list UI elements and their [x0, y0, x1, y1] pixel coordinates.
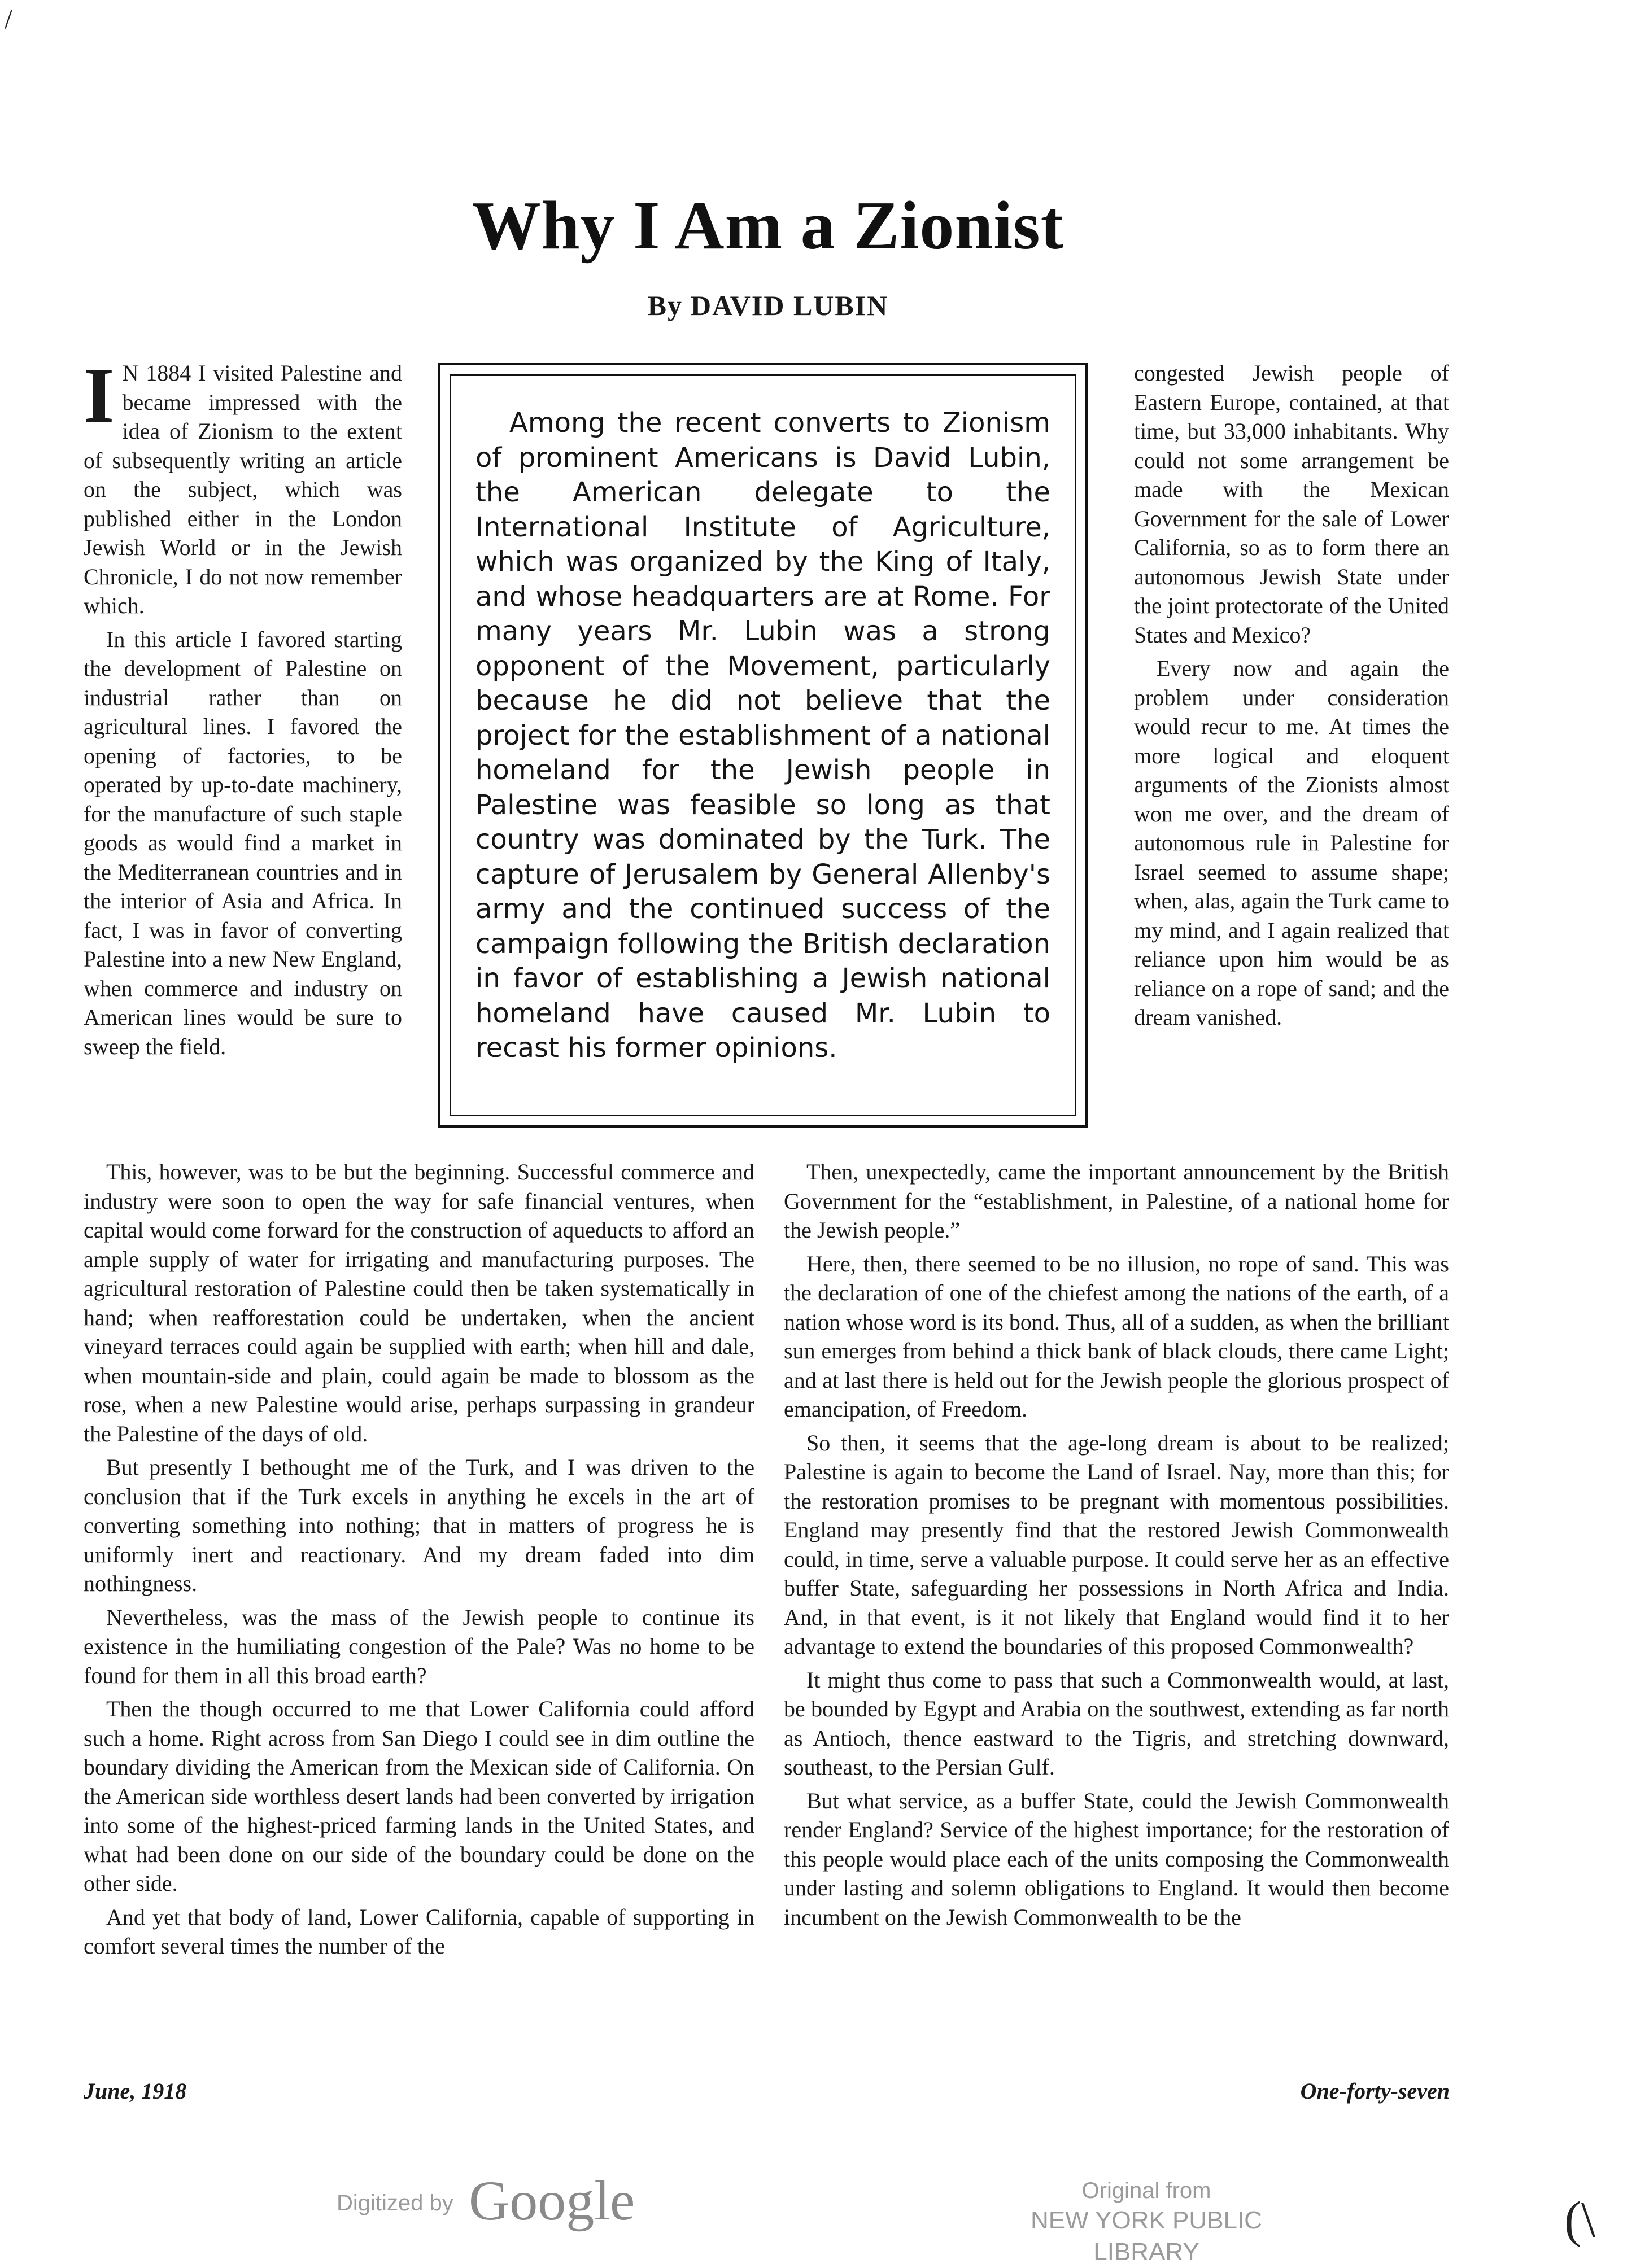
intro-box	[438, 363, 1088, 1128]
article-paragraph-6: Then the though occurred to me that Lower California could afford such a home. Right across from San Diego I could see in dim outline the boundary dividing the American from the Mexican side of California. On the American side worthless desert lands had been converted by irrigation into some of the highest-priced farming lands in the United States, and what had been done on our side of the boundary could be done on the other side.	[84, 1696, 754, 1896]
article-paragraph-9: Every now and again the problem under consideration would recur to me. At times the more logical and eloquent arguments of the Zionists almost won me over, and the dream of autonomous rule in Palestine for Israel seemed to assume shape; when, alas, again the Turk came to my mind, and I again realized that reliance upon him would be as reliance on a rope of sand; and the dream vanished.	[1134, 656, 1449, 1030]
article-paragraph-14: But what service, as a buffer State, could the Jewish Commonwealth render England? Service of the highest importance; for the restoration of this people would place each of the units composing the Commonwealth under lasting and solemn obligations to England. It would then become incumbent on the Jewish Commonwealth to be the	[784, 1788, 1449, 1930]
article-column-right-top	[1134, 359, 1449, 1037]
article-paragraph-13: It might thus come to pass that such a Commonwealth would, at last, be bounded by Egypt and Arabia on the southwest, extending as far north as Antioch, thence eastward to the Tigris, and stretching downward, southeast, to the Persian Gulf.	[784, 1667, 1449, 1780]
article-column-left-bottom	[84, 1157, 754, 1965]
article-title: Why I Am a Zionist	[472, 187, 1065, 264]
article-paragraph-11: Here, then, there seemed to be no illusion, no rope of sand. This was the declaration of one of the chiefest among the nations of the earth, of a nation whose word is its bond. Thus, all of a sudden, as when the brilliant sun emerges from behind a thick bank of black clouds, there came Light; and at last there is held out for the Jewish people the glorious prospect of emancipation, of Freedom.	[784, 1251, 1449, 1422]
footer-page-number: One-forty-seven	[1300, 2078, 1450, 2104]
paragraph-1-text: N 1884 I visited Palestine and became impressed with the idea of Zionism to the extent of subsequently writing an article on the subject, which was published either in the London Jewish World or in the Jewish Chronicle, I do not now remember which.	[84, 360, 402, 618]
digitized-by-label: Digitized by	[337, 2191, 453, 2215]
drop-cap: I	[84, 352, 115, 439]
article-column-left-top	[84, 352, 402, 1065]
article-paragraph-5: Nevertheless, was the mass of the Jewish people to continue its existence in the humiliating congestion of the Pale? Was no home to be found for them in all this broad earth?	[84, 1604, 754, 1688]
scan-edge-mark: /	[5, 3, 12, 34]
article-paragraph-12: So then, it seems that the age-long dream is about to be realized; Palestine is again to become the Land of Israel. Nay, more than this; for the restoration promises to be pregnant with momentous possibilities. England may presently find that the restored Jewish Commonwealth could, in time, serve a valuable purpose. It could serve her as an effective buffer State, safeguarding her possessions in North Africa and India. And, in that event, is it not likely that England would find it to her advantage to extend the boundaries of this proposed Commonwealth?	[784, 1430, 1449, 1659]
byline-author: DAVID LUBIN	[691, 290, 889, 321]
article-paragraph-3: This, however, was to be but the beginning. Successful commerce and industry were soon to open the way for safe financial ventures, when capital would come forward for the construction of aqueducts to afford an ample supply of water for irrigating and manufacturing purposes. The agricultural restoration of Palestine could then be taken systematically in hand; when reafforestation could be undertaken, when the ancient vineyard terraces could again be supplied with earth; when hill and dale, when mountain-side and plain, could again be made to blossom as the rose, when a new Palestine would arise, perhaps surpassing in grandeur the Palestine of the days of old.	[84, 1159, 754, 1447]
byline	[0, 289, 1536, 322]
library-name: NEW YORK PUBLIC LIBRARY	[1031, 2206, 1262, 2266]
article-column-right-bottom	[784, 1157, 1449, 1936]
article-paragraph-4: But presently I bethought me of the Turk, and I was driven to the conclusion that if the Turk excels in anything he excels in the art of converting something into nothing; that in matters of progress he is uniformly inert and reactionary. And my dream faded into dim nothingness.	[84, 1454, 754, 1596]
article-paragraph-8: congested Jewish people of Eastern Europe, contained, at that time, but 33,000 inhabitants. Why could not some arrangement be made with the Mexican Government for the sale of Lower California, so as to form there an autonomous Jewish State under the joint protectorate of the United States and Mexico?	[1134, 360, 1449, 648]
article-paragraph-2: In this article I favored starting the development of Palestine on industrial rather than on agricultural lines. I favored the opening of factories, to be operated by up-to-date machinery, for the manufacture of such staple goods as would find a market in the Mediterranean countries and in the interior of Asia and Africa. In fact, I was in favor of converting Palestine into a new New England, when commerce and industry on American lines would be sure to sweep the field.	[84, 626, 402, 1059]
byline-by: By	[647, 290, 683, 321]
original-from-label: Original from	[1081, 2178, 1211, 2203]
article-paragraph-1	[84, 352, 402, 620]
library-attribution	[983, 2177, 1310, 2268]
google-logo: Google	[469, 2169, 635, 2232]
scan-corner-mark: (\	[1564, 2192, 1595, 2248]
article-paragraph-10: Then, unexpectedly, came the important announcement by the British Government for the “establishment, in Palestine, of a national home for the Jewish people.”	[784, 1159, 1449, 1243]
footer-date: June, 1918	[84, 2078, 187, 2104]
intro-box-text: Among the recent converts to Zionism of prominent Americans is David Lubin, the American delegate to the International Institute of Agriculture, which was organized by the King of Italy, and whose headquarters are at Rome. For many years Mr. Lubin was a strong opponent of the Movement, particularly because he did not believe that the project for the establishment of a national homeland for the Jewish people in Palestine was feasible so long as that country was dominated by the Turk. The capture of Jerusalem by General Allenby's army and the continued success of the campaign following the British declaration in favor of establishing a Jewish national homeland have caused Mr. Lubin to recast his former opinions.	[475, 407, 1050, 1064]
article-paragraph-7: And yet that body of land, Lower California, capable of supporting in comfort several times the number of the	[84, 1904, 754, 1959]
